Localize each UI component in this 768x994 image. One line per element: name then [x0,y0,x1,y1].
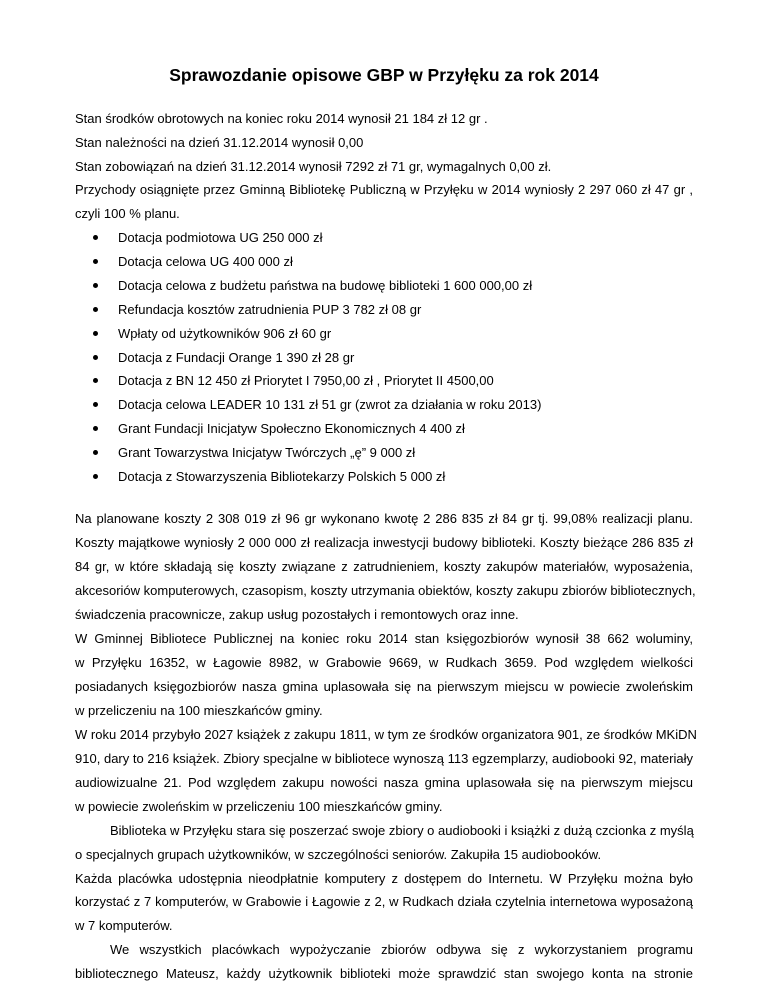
text-line: Przychody osiągnięte przez Gminną Bibliotekę Publiczną w Przyłęku w 2014 wyniosły 2 297 060 zł 47 gr , [75,182,693,197]
text-line: Każda placówka udostępnia nieodpłatnie komputery z dostępem do Internetu. W Przyłęku można było [75,871,693,886]
bullet-icon [92,326,101,342]
text-line: We wszystkich placówkach wypożyczanie zbiorów odbywa się z wykorzystaniem programu [110,942,693,957]
list-item: Refundacja kosztów zatrudnienia PUP 3 782 zł 08 gr [118,302,422,317]
list-item: Grant Fundacji Inicjatyw Społeczno Ekonomicznych 4 400 zł [118,421,465,436]
text-line: w 7 komputerów. [75,918,173,933]
text-line: 910, dary to 216 książek. Zbiory specjalne w bibliotece wynoszą 113 egzemplarzy, audiobooki 92, materiały [75,751,693,766]
text-line: akcesoriów komputerowych, czasopism, koszty utrzymania obiektów, koszty zakupu zbiorów bibliotecznych, [75,583,696,598]
bullet-icon [92,397,101,413]
text-line: bibliotecznego Mateusz, każdy użytkownik biblioteki może sprawdzić stan swojego konta na stronie [75,966,693,981]
document-title: Sprawozdanie opisowe GBP w Przyłęku za rok 2014 [169,65,599,85]
text-line: świadczenia pracownicze, zakup usług pozostałych i remontowych oraz inne. [75,607,519,622]
list-item: Dotacja podmiotowa UG 250 000 zł [118,230,323,245]
bullet-icon [92,445,101,461]
text-line: 84 gr, w które składają się koszty związane z zatrudnieniem, koszty zakupów materiałów, wyposażenia, [75,559,693,574]
text-line: Stan środków obrotowych na koniec roku 2014 wynosił 21 184 zł 12 gr . [75,111,488,126]
text-line: Koszty majątkowe wyniosły 2 000 000 zł realizacja inwestycji budowy biblioteki. Koszty bieżące 286 835 zł [75,535,693,550]
text-line: czyli 100 % planu. [75,206,180,221]
bullet-icon [92,421,101,437]
text-line: w powiecie zwoleńskim w przeliczeniu 100 mieszkańców gminy. [75,799,443,814]
text-line: Na planowane koszty 2 308 019 zł 96 gr wykonano kwotę 2 286 835 zł 84 gr tj. 99,08% realizacji planu. [75,511,693,526]
text-line: korzystać z 7 komputerów, w Grabowie i Łagowie z 2, w Rudkach działa czytelnia internetowa wyposażoną [75,894,693,909]
list-item: Dotacja celowa LEADER 10 131 zł 51 gr (zwrot za działania w roku 2013) [118,397,542,412]
bullet-icon [92,278,101,294]
text-line: w Przyłęku 16352, w Łagowie 8982, w Grabowie 9669, w Rudkach 3659. Pod względem wielkości [75,655,693,670]
list-item: Dotacja celowa z budżetu państwa na budowę biblioteki 1 600 000,00 zł [118,278,533,293]
list-item: Grant Towarzystwa Inicjatyw Twórczych „ę” 9 000 zł [118,445,416,460]
list-item: Dotacja z Stowarzyszenia Bibliotekarzy Polskich 5 000 zł [118,469,446,484]
bullet-icon [92,302,101,318]
bullet-icon [92,469,101,485]
list-item: Dotacja z Fundacji Orange 1 390 zł 28 gr [118,350,355,365]
text-line: Stan należności na dzień 31.12.2014 wynosił 0,00 [75,135,364,150]
text-line: audiowizualne 21. Pod względem zakupu nowości nasza gmina uplasowała się na pierwszym miejscu [75,775,693,790]
text-line: o specjalnych grupach użytkowników, w szczególności seniorów. Zakupiła 15 audiobooków. [75,847,602,862]
bullet-icon [92,230,101,246]
bullet-icon [92,254,101,270]
bullet-icon [92,350,101,366]
text-line: W roku 2014 przybyło 2027 książek z zakupu 1811, w tym ze środków organizatora 901, ze środków MKiDN [75,727,697,742]
text-line: posiadanych księgozbiorów nasza gmina uplasowała się na pierwszym miejscu w powiecie zwoleńskim [75,679,693,694]
bullet-icon [92,373,101,389]
text-line: Stan zobowiązań na dzień 31.12.2014 wynosił 7292 zł 71 gr, wymagalnych 0,00 zł. [75,159,552,174]
list-item: Dotacja z BN 12 450 zł Priorytet I 7950,00 zł , Priorytet II 4500,00 [118,373,494,388]
text-line: W Gminnej Bibliotece Publicznej na koniec roku 2014 stan księgozbiorów wynosił 38 662 woluminy, [75,631,693,646]
list-item: Wpłaty od użytkowników 906 zł 60 gr [118,326,332,341]
text-line: w przeliczeniu na 100 mieszkańców gminy. [75,703,323,718]
list-item: Dotacja celowa UG 400 000 zł [118,254,293,269]
text-line: Biblioteka w Przyłęku stara się poszerzać swoje zbiory o audiobooki i książki z dużą czcionka z myślą [110,823,694,838]
